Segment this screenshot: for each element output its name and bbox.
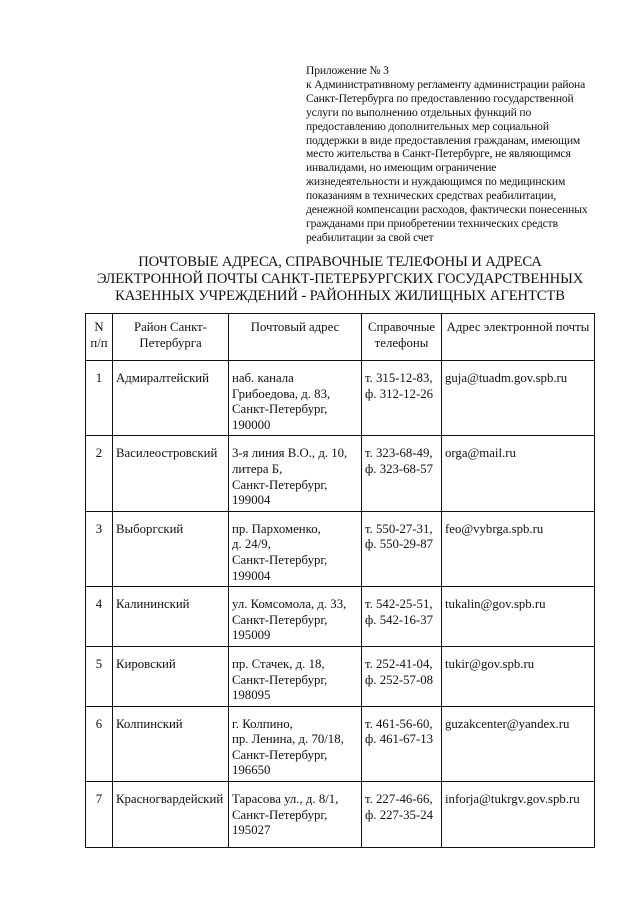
- address-line: 198095: [232, 688, 271, 703]
- table-header: [86, 314, 595, 361]
- district-name: Колпинский: [116, 716, 183, 731]
- address-line: 3-я линия В.О., д. 10,: [232, 446, 348, 461]
- appendix-line: гражданами при приобретении технических средств: [306, 216, 558, 230]
- phone-line: т. 227-46-66,: [365, 792, 433, 807]
- header-label: Почтовый адрес: [250, 320, 340, 334]
- address-cell: [229, 646, 362, 706]
- address-line: 195027: [232, 823, 271, 838]
- header-label: п/п: [90, 335, 108, 350]
- header-number: [86, 314, 113, 361]
- table-body: [86, 361, 595, 848]
- header-district: [113, 314, 229, 361]
- phone-line: ф. 542-16-37: [365, 612, 434, 627]
- address-line: ул. Комсомола, д. 33,: [232, 597, 347, 612]
- header-email: [442, 314, 595, 361]
- row-number-cell: [86, 436, 113, 511]
- email-cell: [442, 587, 595, 647]
- row-number: 4: [95, 597, 103, 612]
- address-line: Грибоедова, д. 83,: [232, 386, 331, 401]
- email-address: orga@mail.ru: [445, 446, 516, 461]
- email-address: tukalin@gov.spb.ru: [445, 597, 546, 612]
- phone-line: ф. 227-35-24: [365, 807, 434, 822]
- address-line: наб. канала: [232, 371, 294, 385]
- appendix-line: денежной компенсации расходов, фактически понесенных: [306, 203, 588, 217]
- table-row: [86, 436, 595, 511]
- phone-line: т. 315-12-83,: [365, 371, 433, 385]
- row-number: 2: [95, 446, 103, 461]
- email-cell: [442, 706, 595, 781]
- address-line: 195009: [232, 628, 271, 643]
- header-label: телефоны: [374, 335, 429, 350]
- row-number: 3: [95, 521, 103, 536]
- email-address: tukir@gov.spb.ru: [445, 656, 535, 671]
- table-row: [86, 361, 595, 436]
- phones-cell: [362, 587, 442, 647]
- phone-line: ф. 323-68-57: [365, 461, 434, 476]
- phone-line: т. 550-27-31,: [365, 521, 433, 536]
- district-cell: [113, 587, 229, 647]
- header-label: Петербурга: [139, 335, 202, 350]
- row-number: 1: [95, 371, 103, 385]
- address-cell: [229, 361, 362, 436]
- address-line: Санкт-Петербург,: [232, 672, 328, 687]
- district-cell: [113, 706, 229, 781]
- address-line: пр. Ленина, д. 70/18,: [232, 732, 344, 747]
- agencies-table: [85, 313, 595, 848]
- district-name: Кировский: [116, 656, 176, 671]
- row-number-cell: [86, 646, 113, 706]
- appendix-line: инвалидами, но имеющим ограничение: [306, 161, 497, 175]
- address-line: Санкт-Петербург,: [232, 477, 328, 492]
- document-title: [90, 254, 590, 305]
- title-line: ПОЧТОВЫЕ АДРЕСА, СПРАВОЧНЫЕ ТЕЛЕФОНЫ И АДРЕСА: [138, 254, 542, 270]
- header-address: [229, 314, 362, 361]
- appendix-line: к Административному регламенту администрации района: [306, 77, 586, 91]
- address-line: пр. Пархоменко,: [232, 521, 321, 536]
- phones-cell: [362, 436, 442, 511]
- header-label: Справочные: [367, 320, 436, 334]
- address-line: 199004: [232, 568, 271, 583]
- email-cell: [442, 436, 595, 511]
- appendix-line: показаниям в технических средствах реабилитации,: [306, 189, 557, 203]
- row-number: 7: [95, 792, 103, 807]
- phone-line: ф. 550-29-87: [365, 537, 434, 552]
- phone-line: т. 461-56-60,: [365, 716, 433, 731]
- email-address: guzakcenter@yandex.ru: [445, 716, 570, 731]
- appendix-line: место жительства в Санкт-Петербурге, не являющимся: [306, 147, 571, 161]
- email-cell: [442, 511, 595, 586]
- address-line: Санкт-Петербург,: [232, 402, 328, 417]
- district-name: Красногвардейский: [116, 792, 224, 807]
- email-cell: [442, 646, 595, 706]
- row-number-cell: [86, 511, 113, 586]
- address-line: Санкт-Петербург,: [232, 552, 328, 567]
- appendix-block: [306, 64, 606, 245]
- title-line: ЭЛЕКТРОННОЙ ПОЧТЫ САНКТ-ПЕТЕРБУРГСКИХ ГОСУДАРСТВЕННЫХ: [96, 271, 584, 287]
- phone-line: ф. 461-67-13: [365, 732, 434, 747]
- table-row: [86, 706, 595, 781]
- district-cell: [113, 511, 229, 586]
- district-name: Калининский: [116, 597, 190, 612]
- appendix-line: Санкт-Петербурга по предоставлению государственной: [306, 91, 574, 105]
- appendix-line: предоставлению дополнительных мер социальной: [306, 119, 549, 133]
- phones-cell: [362, 361, 442, 436]
- address-cell: [229, 782, 362, 848]
- table-row: [86, 511, 595, 586]
- phone-line: т. 542-25-51,: [365, 597, 433, 612]
- address-line: пр. Стачек, д. 18,: [232, 656, 325, 671]
- header-label: Адрес электронной почты: [446, 320, 590, 334]
- district-cell: [113, 361, 229, 436]
- appendix-line: поддержки в виде предоставления гражданам, имеющим: [306, 133, 581, 147]
- row-number-cell: [86, 361, 113, 436]
- email-address: inforja@tukrgv.gov.spb.ru: [445, 792, 580, 807]
- table-row: [86, 587, 595, 647]
- address-line: 196650: [232, 763, 271, 778]
- phones-cell: [362, 782, 442, 848]
- district-cell: [113, 646, 229, 706]
- address-line: литера Б,: [232, 461, 283, 476]
- address-line: 199004: [232, 493, 271, 508]
- phones-cell: [362, 646, 442, 706]
- email-address: guja@tuadm.gov.spb.ru: [445, 371, 568, 385]
- row-number-cell: [86, 782, 113, 848]
- address-cell: [229, 706, 362, 781]
- header-label: N: [94, 320, 104, 334]
- district-cell: [113, 436, 229, 511]
- email-cell: [442, 782, 595, 848]
- phone-line: ф. 312-12-26: [365, 386, 434, 401]
- address-line: д. 24/9,: [232, 537, 271, 552]
- address-cell: [229, 436, 362, 511]
- header-phones: [362, 314, 442, 361]
- phone-line: т. 323-68-49,: [365, 446, 433, 461]
- phone-line: ф. 252-57-08: [365, 672, 434, 687]
- phones-cell: [362, 511, 442, 586]
- table-row: [86, 782, 595, 848]
- district-name: Адмиралтейский: [116, 371, 209, 385]
- phones-cell: [362, 706, 442, 781]
- row-number: 5: [95, 656, 103, 671]
- appendix-line: реабилитации за свой счет: [306, 230, 434, 244]
- address-line: Санкт-Петербург,: [232, 807, 328, 822]
- district-cell: [113, 782, 229, 848]
- email-address: feo@vybrga.spb.ru: [445, 521, 544, 536]
- appendix-line: Приложение № 3: [306, 64, 389, 77]
- address-cell: [229, 587, 362, 647]
- title-line: КАЗЕННЫХ УЧРЕЖДЕНИЙ - РАЙОННЫХ ЖИЛИЩНЫХ АГЕНТСТВ: [115, 288, 565, 304]
- address-line: 190000: [232, 417, 271, 432]
- address-line: Санкт-Петербург,: [232, 747, 328, 762]
- address-line: Санкт-Петербург,: [232, 612, 328, 627]
- row-number-cell: [86, 706, 113, 781]
- row-number-cell: [86, 587, 113, 647]
- district-name: Василеостровский: [116, 446, 218, 461]
- email-cell: [442, 361, 595, 436]
- header-label: Район Санкт-: [133, 320, 208, 334]
- district-name: Выборгский: [116, 521, 184, 536]
- phone-line: т. 252-41-04,: [365, 656, 433, 671]
- table-row: [86, 646, 595, 706]
- appendix-line: жизнедеятельности и нуждающимся по медицинским: [306, 175, 566, 189]
- row-number: 6: [95, 716, 103, 731]
- address-line: г. Колпино,: [232, 716, 293, 731]
- address-line: Тарасова ул., д. 8/1,: [232, 792, 339, 807]
- appendix-line: услуги по выполнению отдельных функций по: [306, 105, 532, 119]
- address-cell: [229, 511, 362, 586]
